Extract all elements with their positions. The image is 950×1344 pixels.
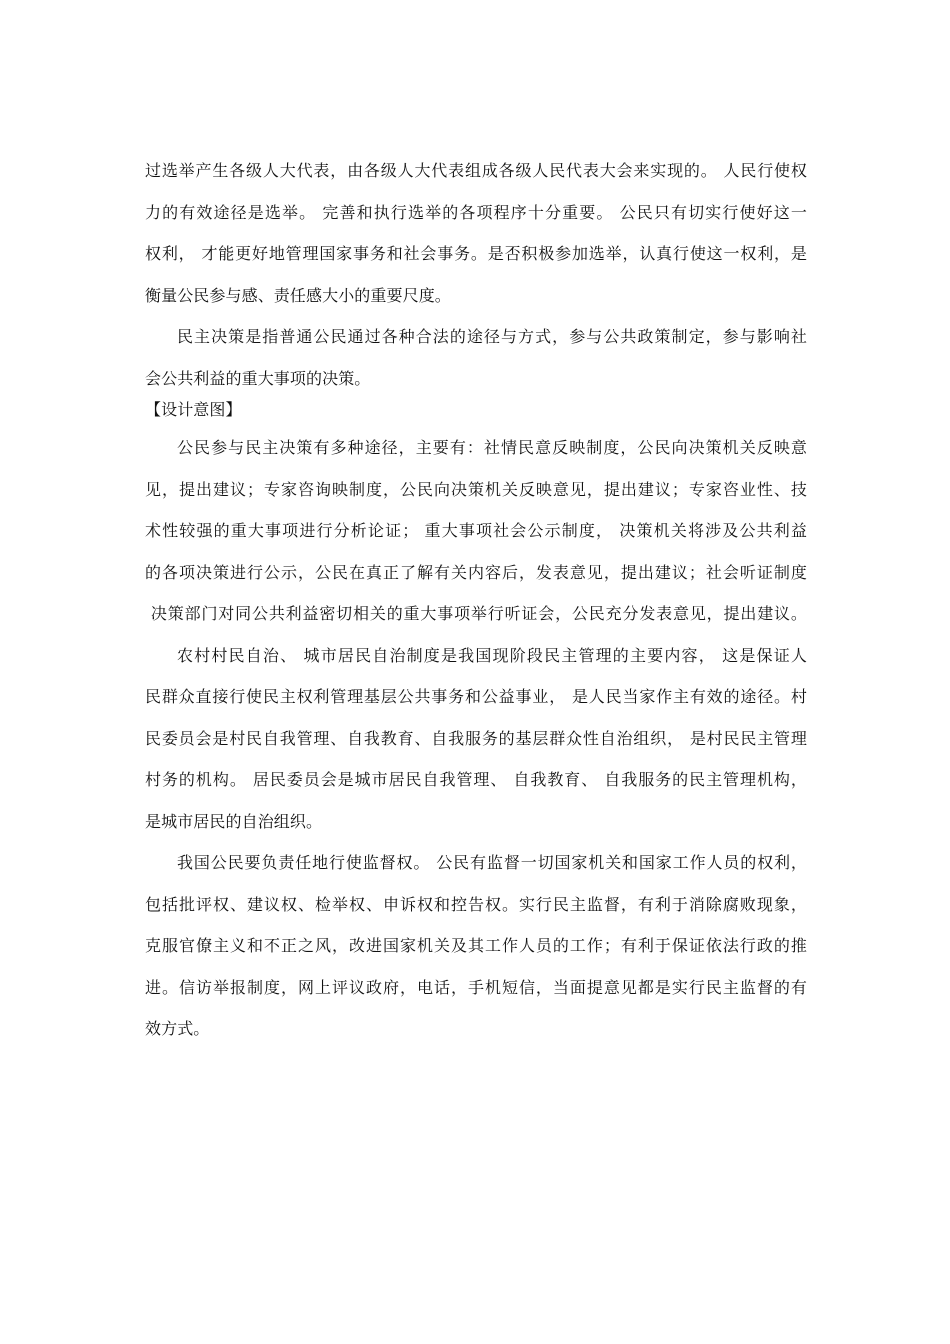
text-line: 民委员会是村民自我管理、自我教育、自我服务的基层群众性自治组织， 是村民民主管理 [145,728,807,748]
text-line: 包括批评权、建议权、检举权、申诉权和控告权。实行民主监督，有利于消除腐败现象， [145,894,807,914]
text-line: 会公共利益的重大事项的决策。 [145,368,371,388]
text-line: 权利， 才能更好地管理国家事务和社会事务。是否积极参加选举，认真行使这一权利，是 [145,244,807,263]
text-line: 农村村民自治、 城市居民自治制度是我国现阶段民主管理的主要内容， 这是保证人 [177,645,807,665]
paragraph-election [145,150,807,316]
text-line: 是城市居民的自治组织。 [145,811,323,831]
document-body [145,150,807,1050]
text-line: 村务的机构。 居民委员会是城市居民自我管理、 自我教育、 自我服务的民主管理机构， [145,770,807,789]
text-line: 见，提出建议；专家咨询映制度，公民向决策机关反映意见，提出建议；专家咨业性、技 [145,479,807,499]
text-line: 我国公民要负责任地行使监督权。 公民有监督一切国家机关和国家工作人员的权利， [177,853,807,872]
text-line: 决策部门对同公共利益密切相关的重大事项举行听证会，公民充分发表意见，提出建议。 [145,604,807,623]
paragraph-self-governance [145,635,807,843]
text-line: 力的有效途径是选举。 完善和执行选举的各项程序十分重要。 公民只有切实行使好这一 [145,202,807,222]
paragraph-supervision [145,842,807,1050]
text-line: 克服官僚主义和不正之风，改进国家机关及其工作人员的工作；有利于保证依法行政的推 [145,936,807,955]
section-heading: 【设计意图】 [145,400,242,419]
text-line: 效方式。 [145,1019,210,1038]
text-line: 术性较强的重大事项进行分析论证； 重大事项社会公示制度， 决策机关将涉及公共利益 [145,521,807,540]
text-line: 民主决策是指普通公民通过各种合法的途径与方式，参与公共政策制定，参与影响社 [177,327,807,346]
text-line: 进。信访举报制度，网上评议政府，电话，手机短信，当面提意见都是实行民主监督的有 [145,977,807,997]
text-line: 公民参与民主决策有多种途径，主要有：社情民意反映制度，公民向决策机关反映意 [177,438,807,457]
text-line: 过选举产生各级人大代表，由各级人大代表组成各级人民代表大会来实现的。 人民行使权 [145,161,807,180]
text-line: 的各项决策进行公示，公民在真正了解有关内容后，发表意见，提出建议；社会听证制度 [145,562,807,582]
paragraph-decision-channels [145,427,807,635]
paragraph-democratic-decision [145,316,807,399]
text-line: 民群众直接行使民主权利管理基层公共事务和公益事业， 是人民当家作主有效的途径。村 [145,687,807,706]
text-line: 衡量公民参与感、责任感大小的重要尺度。 [145,285,451,305]
